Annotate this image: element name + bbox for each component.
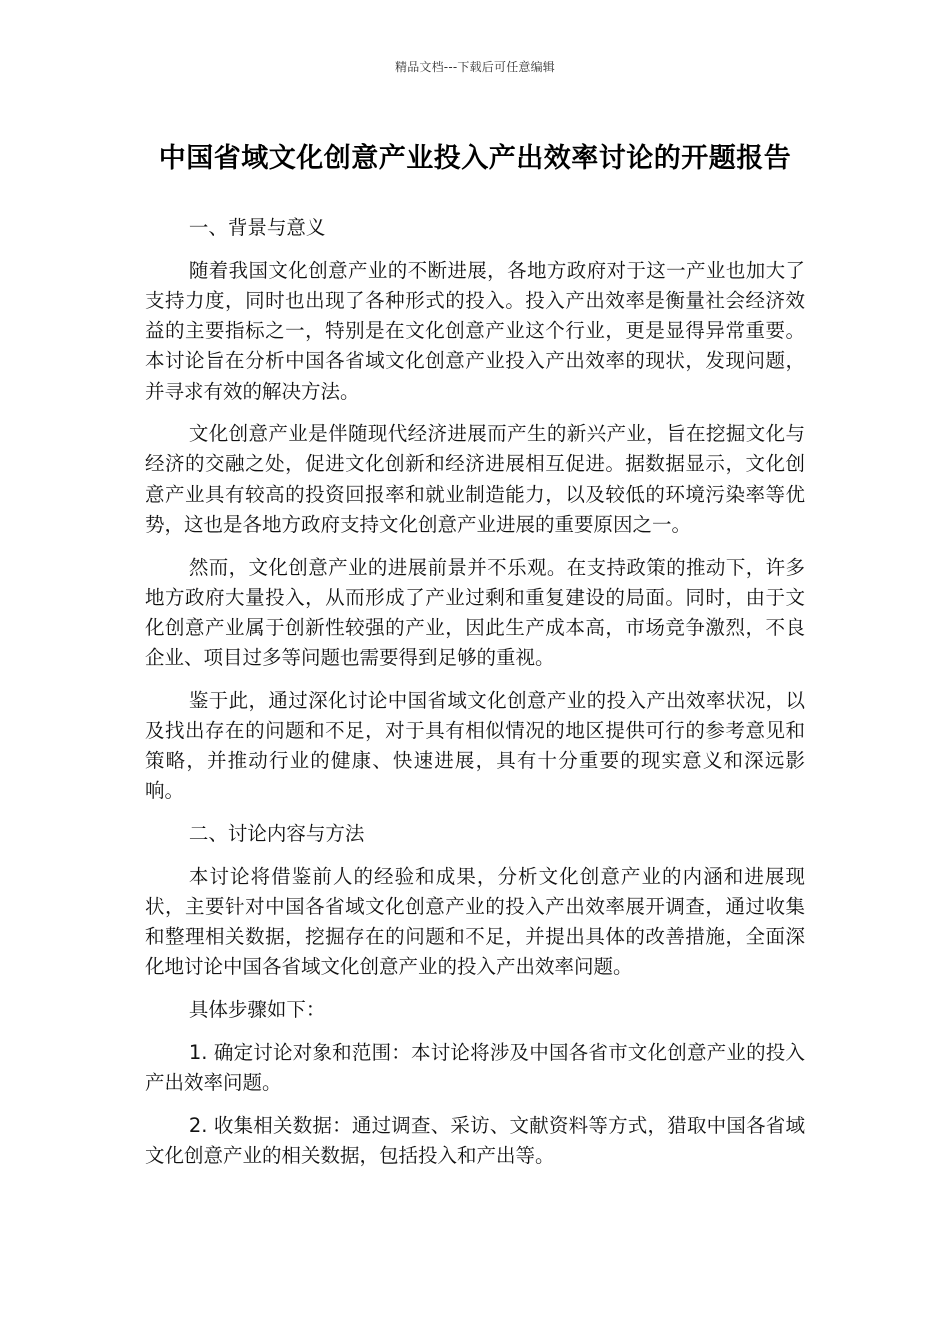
paragraph: 然而，文化创意产业的进展前景并不乐观。在支持政策的推动下，许多地方政府大量投入，从而形成了产业过剩和重复建设的局面。同时，由于文化创意产业属于创新性较强的产业，因此生产成本高，市场竞争激烈，不良企业、项目过多等问题也需要得到足够的重视。	[145, 555, 805, 670]
paragraph: 具体步骤如下：	[188, 998, 326, 1022]
section-heading-content-methods: 二、讨论内容与方法	[188, 822, 365, 846]
document-body	[145, 213, 805, 1184]
paragraph: 文化创意产业是伴随现代经济进展而产生的新兴产业，旨在挖掘文化与经济的交融之处，促进文化创新和经济进展相互促进。据数据显示，文化创意产业具有较高的投资回报率和就业制造能力，以及较低的环境污染率等优势，这也是各地方政府支持文化创意产业进展的重要原因之一。	[145, 422, 805, 536]
header-note: 精品文档---下载后可任意编辑	[395, 60, 555, 74]
document-title: 中国省域文化创意产业投入产出效率讨论的开题报告	[158, 143, 792, 174]
paragraph: 随着我国文化创意产业的不断进展，各地方政府对于这一产业也加大了支持力度，同时也出现了各种形式的投入。投入产出效率是衡量社会经济效益的主要指标之一，特别是在文化创意产业这个行业，更是显得异常重要。本讨论旨在分析中国各省域文化创意产业投入产出效率的现状，发现问题，并寻求有效的解决方法。	[145, 258, 805, 403]
section-heading-background: 一、背景与意义	[188, 216, 326, 239]
list-item: 2. 收集相关数据：通过调查、采访、文献资料等方式，猎取中国各省域文化创意产业的相关数据，包括投入和产出等。	[145, 1113, 805, 1167]
paragraph: 鉴于此，通过深化讨论中国省域文化创意产业的投入产出效率状况，以及找出存在的问题和不足，对于具有相似情况的地区提供可行的参考意见和策略，并推动行业的健康、快速进展，具有十分重要的现实意义和深远影响。	[145, 688, 805, 803]
list-item: 1. 确定讨论对象和范围：本讨论将涉及中国各省市文化创意产业的投入产出效率问题。	[145, 1040, 805, 1095]
paragraph: 本讨论将借鉴前人的经验和成果，分析文化创意产业的内涵和进展现状，主要针对中国各省域文化创意产业的投入产出效率展开调查，通过收集和整理相关数据，挖掘存在的问题和不足，并提出具体的改善措施，全面深化地讨论中国各省域文化创意产业的投入产出效率问题。	[145, 864, 805, 979]
